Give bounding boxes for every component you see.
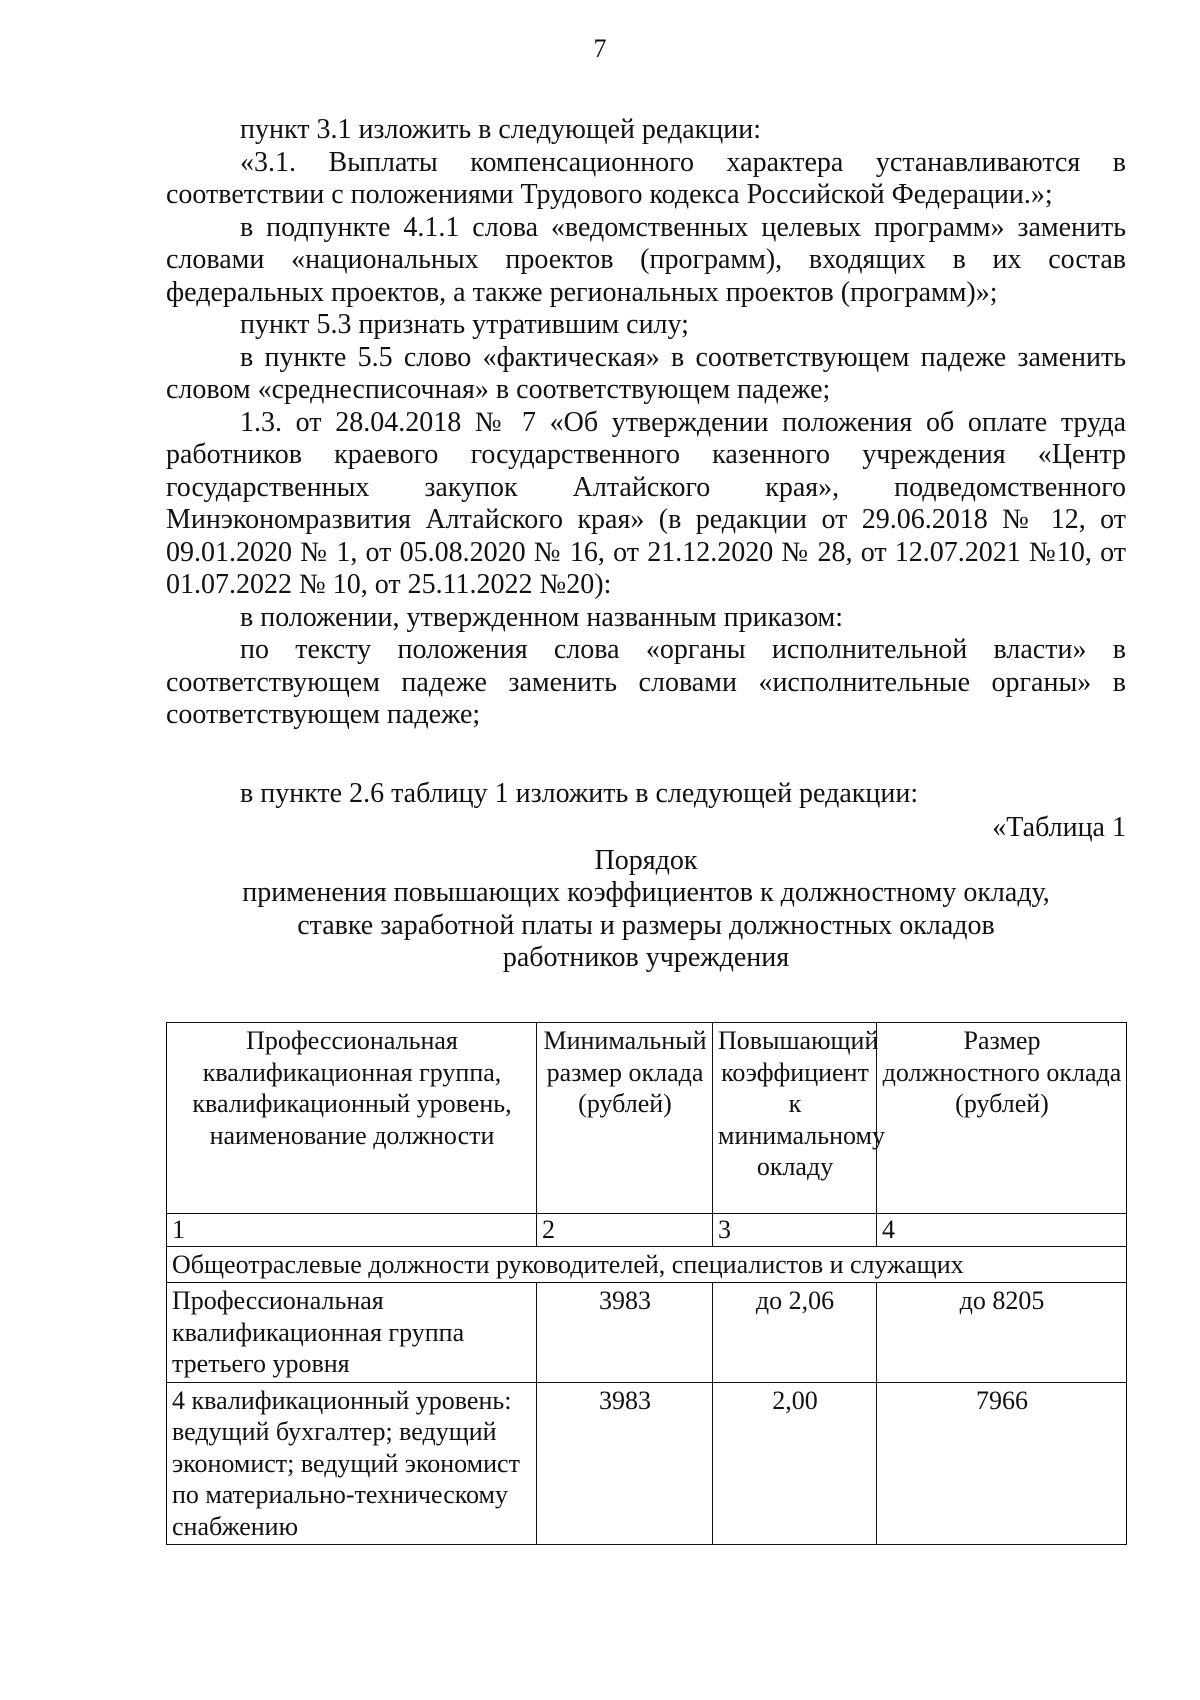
document-body [166,114,1126,975]
column-index: 1 [167,1214,537,1247]
position-name-cell: Профессиональная квалификационная группа третьего уровня [167,1283,537,1383]
coefficient-cell: 2,00 [713,1382,877,1545]
salary-cell: до 8205 [877,1283,1127,1383]
paragraph: пункт 5.3 признать утратившим силу; [240,309,689,340]
column-index: 2 [537,1214,713,1247]
table-row [167,1283,1127,1383]
table-group-row [167,1246,1127,1283]
group-title: Общеотраслевые должности руководителей, специалистов и служащих [167,1246,1127,1283]
paragraph: в пункте 2.6 таблицу 1 изложить в следующей редакции: [240,777,919,809]
salary-cell: 7966 [877,1382,1127,1545]
column-header: Профессиональная квалификационная группа, квалификационный уровень, наименование должности [167,1023,537,1214]
table-label: «Таблица 1 [992,812,1126,843]
column-header: Повышающий коэффициент к минимальному окладу [713,1023,877,1214]
heading-line: применения повышающих коэффициентов к должностному окладу, [242,877,1050,908]
heading-title: Порядок [594,844,698,876]
salary-table [166,1022,1127,1545]
table-heading [166,845,1126,975]
column-header: Размер должностного оклада (рублей) [877,1023,1127,1214]
paragraph: пункт 3.1 изложить в следующей редакции: [240,114,761,145]
table-header-row [167,1023,1127,1214]
paragraph: «3.1. Выплаты компенсационного характера устанавливаются в соответствии с положениями Трудового кодекса Российской Федерации.»; [166,146,1126,210]
paragraph: 1.3. от 28.04.2018 № 7 «Об утверждении положения об оплате труда работников краевого государственного казенного учреждения «Центр государственных закупок Алтайского края», подведомственного Минэкономразвития Алтайского края» (в редакции от 29.06.2018 № 12, от 09.01.2020 № 1, от 05.08.2020 № 16, от 21.12.2020 № 28, от 12.07.2021 №10, от 01.07.2022 № 10, от 25.11.2022 №20): [166,406,1126,600]
paragraph: в положении, утвержденном названным приказом: [240,601,844,633]
table-row [167,1382,1127,1545]
min-salary-cell: 3983 [537,1382,713,1545]
position-name-cell: 4 квалификационный уровень: ведущий бухгалтер; ведущий экономист; ведущий экономист по материально-техническому снабжению [167,1382,537,1545]
paragraph: по тексту положения слова «органы исполнительной власти» в соответствующем падеже заменить словами «исполнительные органы» в соответствующем падеже; [166,634,1126,730]
coefficient-cell: до 2,06 [713,1283,877,1383]
paragraph: в пункте 5.5 слово «фактическая» в соответствующем падеже заменить словом «среднесписочная» в соответствующем падеже; [166,341,1126,405]
min-salary-cell: 3983 [537,1283,713,1383]
heading-line: работников учреждения [502,942,790,973]
column-index: 4 [877,1214,1127,1247]
page-number: 7 [593,34,607,63]
heading-line: ставке заработной платы и размеры должностных окладов [297,909,995,941]
spacer [166,732,1126,778]
table-index-row [167,1214,1127,1247]
column-header: Минимальный размер оклада (рублей) [537,1023,713,1214]
column-index: 3 [713,1214,877,1247]
paragraph: в подпункте 4.1.1 слова «ведомственных целевых программ» заменить словами «национальных проектов (программ), входящих в их состав федеральных проектов, а также региональных проектов (программ)»; [166,211,1126,308]
